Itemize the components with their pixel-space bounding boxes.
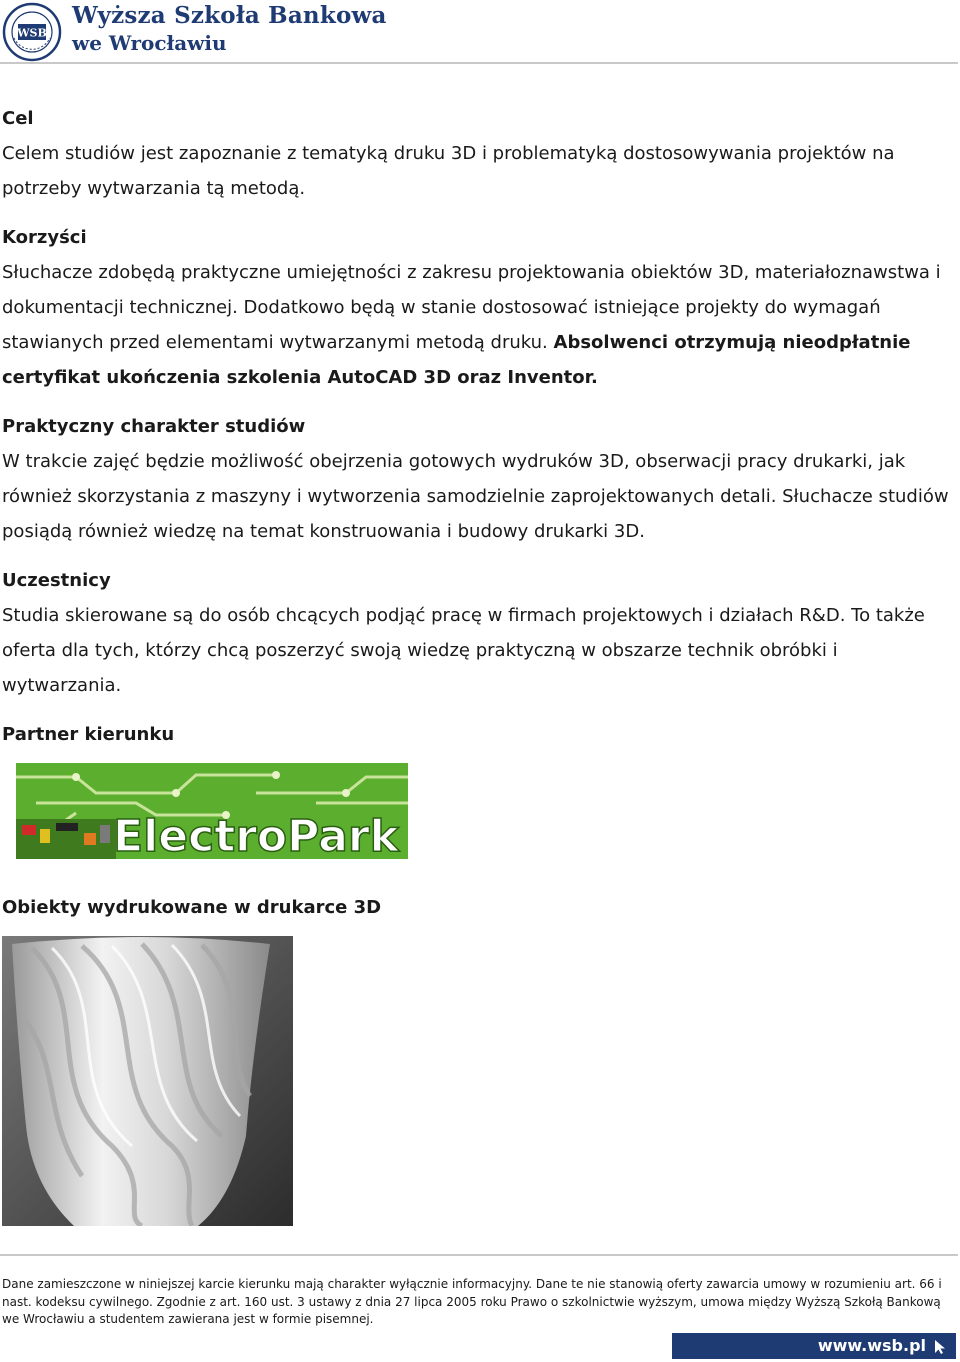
footer-disclaimer: Dane zamieszczone w niniejszej karcie kierunku mają charakter wyłącznie informacyjny. Dane te nie stanowią oferty zawarcia umowy w rozumieniu art. 66 i nast. kodeksu cywilnego. Zgodnie z art. 160 ust. 3 ustawy z dnia 27 lipca 2005 roku Prawo o szkolnictwie wyższym, umowa między Wyższą Szkołą Bankową we Wrocławiu a studentem zawierana jest w formie pisemnej. bbox=[2, 1277, 942, 1326]
section-title-obiekty: Obiekty wydrukowane w drukarce 3D bbox=[2, 897, 382, 918]
footer-url-link[interactable]: www.wsb.pl bbox=[817, 1336, 926, 1355]
section-partner bbox=[2, 717, 952, 752]
korzysci-certificate-note: Absolwenci otrzymują nieodpłatnie certyfikat ukończenia szkolenia AutoCAD 3D oraz Inventor. bbox=[2, 332, 911, 388]
section-praktyczny bbox=[2, 409, 952, 549]
section-korzysci bbox=[2, 220, 952, 395]
main-content bbox=[2, 101, 952, 766]
wsb-seal-logo bbox=[2, 2, 62, 62]
seal-label: WSB bbox=[17, 26, 47, 40]
printed-vase-photo bbox=[2, 936, 293, 1226]
university-name-line1: Wyższa Szkoła Bankowa bbox=[72, 2, 387, 29]
section-title-partner: Partner kierunku bbox=[2, 724, 175, 745]
section-cel bbox=[2, 101, 952, 206]
section-text-uczestnicy: Studia skierowane są do osób chcących podjąć pracę w firmach projektowych i działach R&D. To także oferta dla tych, którzy chcą poszerzyć swoją wiedzę praktyczną w obszarze technik obróbki i wytwarzania. bbox=[2, 605, 925, 696]
page-header bbox=[0, 0, 960, 64]
section-text-praktyczny: W trakcie zajęć będzie możliwość obejrzenia gotowych wydruków 3D, obserwacji pracy drukarki, jak również skorzystania z maszyny i wytworzenia samodzielnie zaprojektowanych detali. Słuchacze studiów posiądą również wiedzę na temat konstruowania i budowy drukarki 3D. bbox=[2, 451, 949, 542]
university-name-line2: we Wrocławiu bbox=[72, 31, 227, 55]
section-text-korzysci bbox=[2, 255, 952, 395]
footer-divider bbox=[0, 1254, 958, 1256]
footer-url-bar bbox=[672, 1333, 956, 1359]
electropark-logo-image bbox=[16, 763, 408, 859]
section-uczestnicy bbox=[2, 563, 952, 703]
electropark-logo-text: ElectroPark bbox=[113, 811, 399, 859]
section-title-praktyczny: Praktyczny charakter studiów bbox=[2, 416, 306, 437]
korzysci-text: Słuchacze zdobędą praktyczne umiejętności z zakresu projektowania obiektów 3D, materiałoznawstwa i dokumentacji technicznej. Dodatkowo będą w stanie dostosować istniejące projekty do wymagań stawianych przed elementami wytwarzanymi metodą druku. bbox=[2, 262, 941, 353]
header-divider bbox=[0, 62, 958, 64]
university-name bbox=[72, 2, 387, 57]
electropark-logo bbox=[16, 763, 408, 859]
section-title-uczestnicy: Uczestnicy bbox=[2, 570, 111, 591]
cursor-icon bbox=[934, 1339, 948, 1355]
printed-vase-image bbox=[2, 936, 293, 1226]
section-text-cel: Celem studiów jest zapoznanie z tematyką druku 3D i problematyką dostosowywania projektów na potrzeby wytwarzania tą metodą. bbox=[2, 143, 895, 199]
section-title-cel: Cel bbox=[2, 108, 34, 129]
section-title-korzysci: Korzyści bbox=[2, 227, 87, 248]
